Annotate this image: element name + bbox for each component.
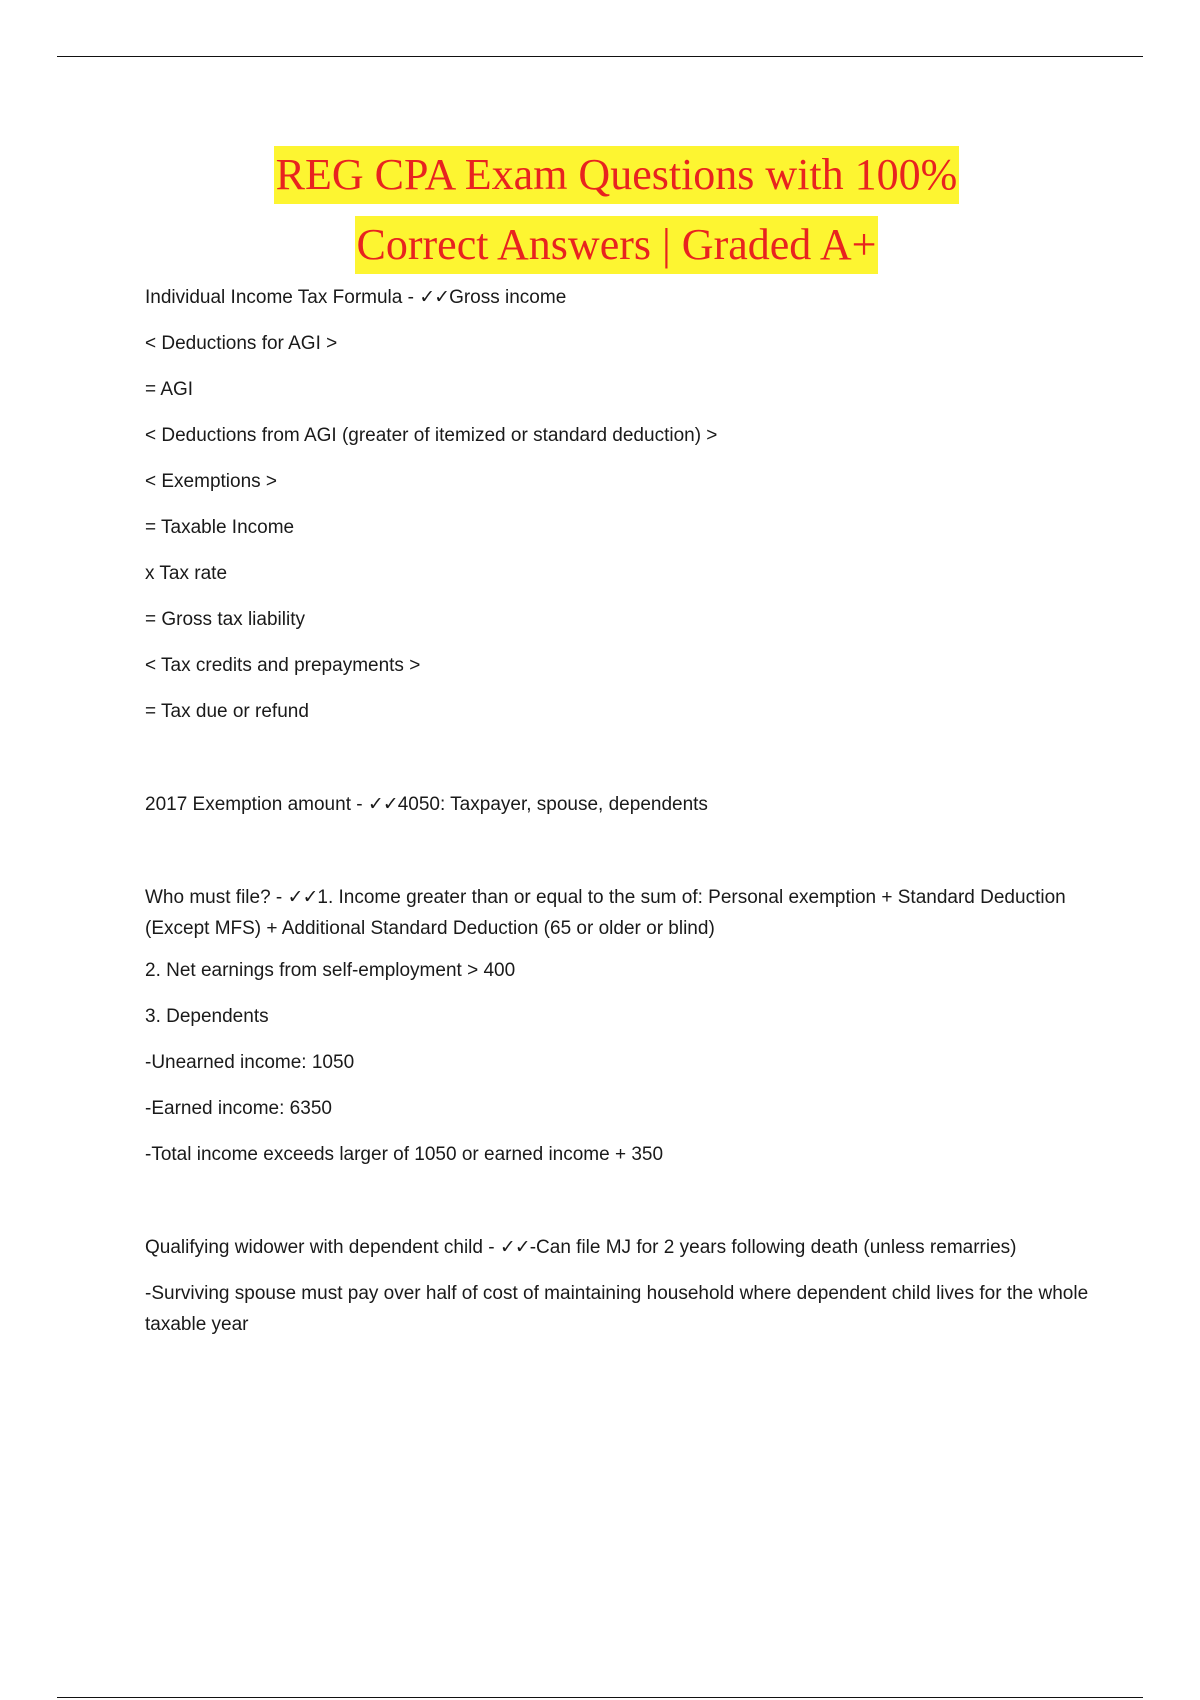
title-line-2: Correct Answers | Graded A+	[355, 216, 879, 274]
answer-line: -Total income exceeds larger of 1050 or earned income + 350	[145, 1144, 664, 1165]
top-rule	[57, 56, 1143, 57]
section-gap	[145, 746, 1105, 793]
section-gap	[145, 839, 1105, 886]
answer-line: < Deductions from AGI (greater of itemized or standard deduction) >	[145, 425, 718, 446]
document-title	[0, 140, 1200, 280]
answer-line: = Taxable Income	[145, 517, 295, 538]
question-text: Who must file? -	[145, 887, 288, 908]
question-text: Individual Income Tax Formula -	[145, 287, 420, 308]
qa-line	[145, 882, 1105, 944]
answer-line: 2. Net earnings from self-employment > 400	[145, 960, 516, 981]
double-check-icon: ✓✓	[419, 286, 450, 308]
bottom-rule	[57, 1697, 1143, 1698]
double-check-icon: ✓✓	[367, 793, 398, 815]
document-body	[145, 286, 1105, 1355]
answer-line: x Tax rate	[145, 563, 228, 584]
qa-line	[145, 1236, 1105, 1259]
answer-line: < Tax credits and prepayments >	[145, 655, 421, 676]
answer-line: -Unearned income: 1050	[145, 1052, 355, 1073]
question-text: Qualifying widower with dependent child -	[145, 1237, 500, 1258]
answer-line: < Exemptions >	[145, 471, 278, 492]
section-gap	[145, 1189, 1105, 1236]
answer-text: 4050: Taxpayer, spouse, dependents	[397, 794, 708, 815]
answer-line: 3. Dependents	[145, 1006, 269, 1027]
double-check-icon: ✓✓	[287, 886, 318, 908]
title-line-1: REG CPA Exam Questions with 100%	[274, 146, 960, 204]
answer-text: Gross income	[449, 287, 567, 308]
question-text: 2017 Exemption amount -	[145, 794, 368, 815]
qa-line	[145, 793, 1105, 816]
answer-line: = Tax due or refund	[145, 701, 309, 722]
answer-text: -Can file MJ for 2 years following death (unless remarries)	[529, 1237, 1017, 1258]
answer-line: = Gross tax liability	[145, 609, 305, 630]
answer-line: = AGI	[145, 379, 194, 400]
answer-line: -Surviving spouse must pay over half of cost of maintaining household where dependent child lives for the whole taxable year	[145, 1283, 1089, 1335]
answer-line: < Deductions for AGI >	[145, 333, 338, 354]
qa-line	[145, 286, 1105, 309]
answer-text: 1. Income greater than or equal to the sum of: Personal exemption + Standard Deduction (Except MFS) + Additional Standard Deduction (65 or older or blind)	[145, 887, 1066, 939]
answer-line: -Earned income: 6350	[145, 1098, 332, 1119]
double-check-icon: ✓✓	[499, 1236, 530, 1258]
